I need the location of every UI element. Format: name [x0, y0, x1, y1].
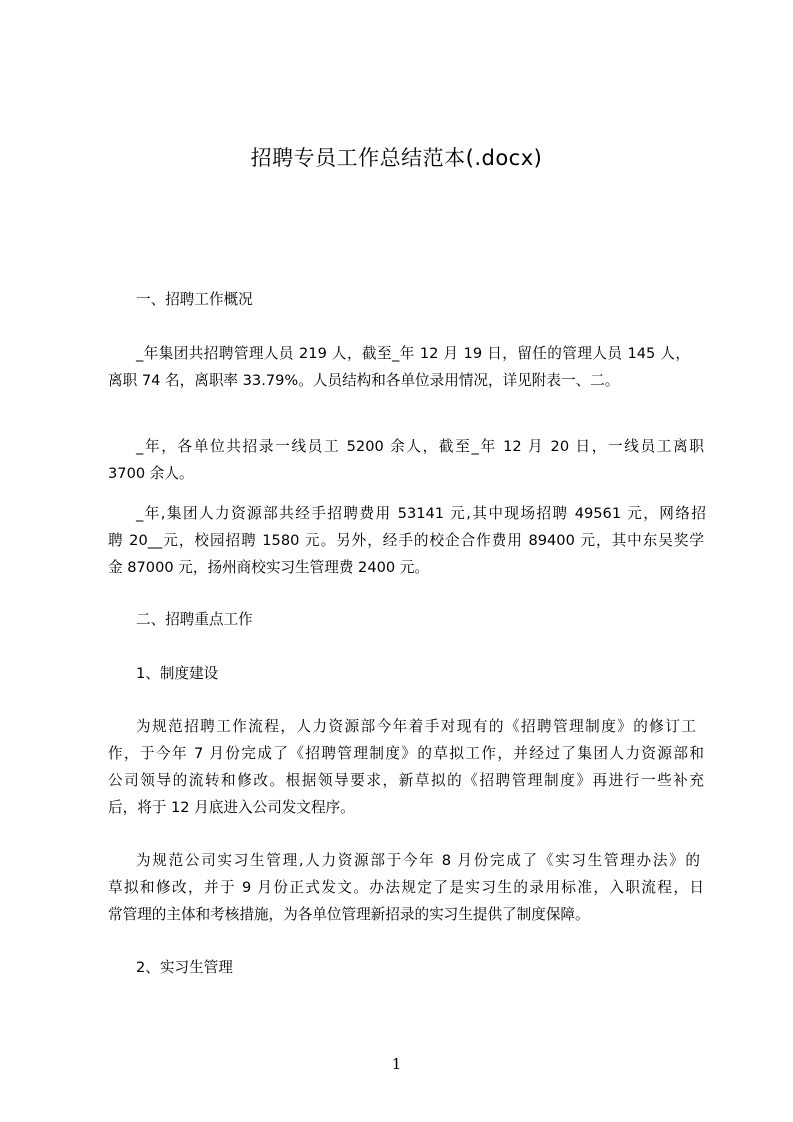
page-number: 1: [391, 1055, 402, 1073]
subsection-heading-2: 2、实习生管理: [136, 959, 233, 976]
paragraph-line: _年，各单位共招录一线员工 5200 余人，截至_年 12 月 20 日，一线员工离职: [136, 438, 704, 455]
paragraph-line: _年,集团人力资源部共经手招聘费用 53141 元,其中现场招聘 49561 元，网络招: [136, 505, 706, 522]
paragraph-line: 离职 74 名，离职率 33.79%。人员结构和各单位录用情况，详见附表一、二。: [108, 372, 620, 389]
paragraph-line: 金 87000 元，扬州商校实习生管理费 2400 元。: [108, 559, 430, 576]
subsection-heading-1: 1、制度建设: [136, 665, 219, 682]
paragraph-line: 为规范招聘工作流程，人力资源部今年着手对现有的《招聘管理制度》的修订工: [136, 718, 696, 735]
section-heading-2: 二、招聘重点工作: [136, 611, 253, 628]
document-title: 招聘专员工作总结范本(.docx): [250, 146, 543, 170]
paragraph-line: 常管理的主体和考核措施，为各单位管理新招录的实习生提供了制度保障。: [108, 906, 590, 923]
paragraph-line: 为规范公司实习生管理,人力资源部于今年 8 月份完成了《实习生管理办法》的: [136, 852, 700, 869]
paragraph-line: 后，将于 12 月底进入公司发文程序。: [108, 799, 355, 816]
paragraph-line: 3700 余人。: [108, 465, 194, 482]
paragraph-line: 公司领导的流转和修改。根据领导要求，新草拟的《招聘管理制度》再进行一些补充: [108, 772, 704, 789]
paragraph-line: 草拟和修改，并于 9 月份正式发文。办法规定了是实习生的录用标准，入职流程，日: [108, 879, 704, 896]
paragraph-line: _年集团共招聘管理人员 219 人，截至_年 12 月 19 日，留任的管理人员 145 人，: [136, 345, 690, 362]
section-heading-1: 一、招聘工作概况: [136, 291, 253, 308]
paragraph-line: 聘 20__元，校园招聘 1580 元。另外，经手的校企合作费用 89400 元，其中东吴奖学: [108, 532, 704, 549]
paragraph-line: 作，于今年 7 月份完成了《招聘管理制度》的草拟工作，并经过了集团人力资源部和: [108, 745, 704, 762]
